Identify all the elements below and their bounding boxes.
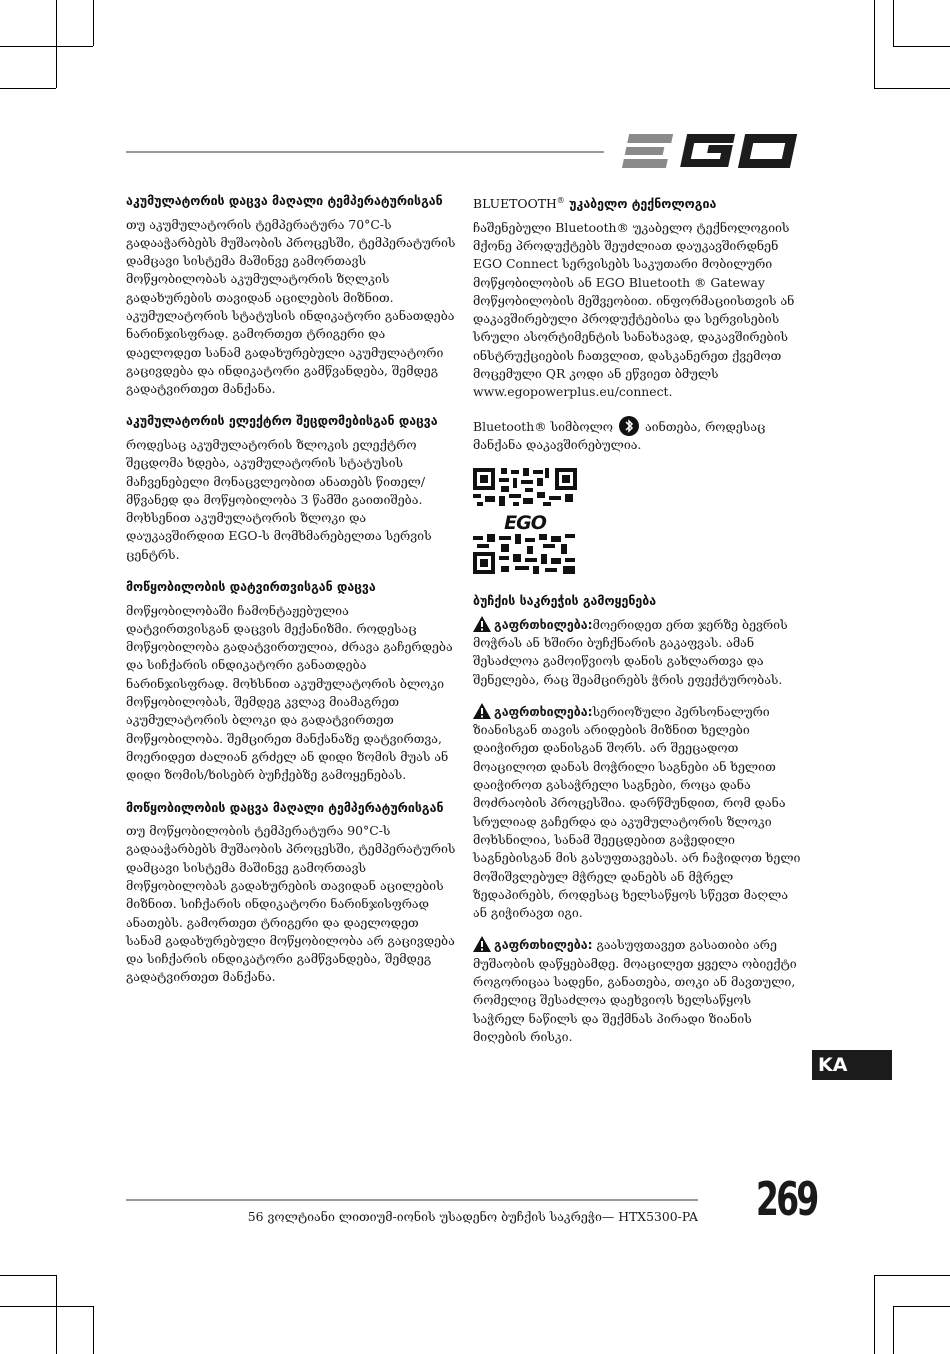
qr-bottom-icon [473, 534, 577, 574]
footer-rule [126, 1199, 698, 1201]
crop-mark [874, 1275, 950, 1276]
warning-icon [473, 616, 491, 632]
crop-mark [874, 0, 875, 88]
section-title: აკუმულატორის დაცვა მაღალი ტემპერატურისგან [126, 193, 443, 208]
header-rule [126, 151, 604, 153]
warning-1: გაფრთხილება:მოერიდეთ ერთ ჯერზე ბევრის მოჭრას ან ხშირი ბუჩქნარის გაკაფვას. ამან შესაძლოა გამოიწვიოს დანის გახლართვა და შენელება, რაც შეამცირებს ჭრის ეფექტურობას. [473, 616, 788, 687]
footer-title: 56 ვოლტიანი ლითიუმ-იონის უსადენო ბუჩქის საკრეჭი— HTX5300-PA [247, 1209, 698, 1224]
usage-title: ბუჩქის საკრეჭის გამოყენება [473, 593, 657, 609]
crop-mark [56, 1275, 57, 1354]
crop-mark [893, 1306, 894, 1354]
crop-mark [893, 46, 950, 47]
crop-mark [93, 0, 94, 46]
crop-mark [93, 1306, 94, 1354]
section-body: როდესაც აკუმულატორის ზლოკის ელექტრო შეცდომა ხდება, აკუმულატორის სტატუსის მაჩვენებელი მონაცვლეობით ანათებს წითელ/მწვანედ და მოწყობილობა 3 წამში გაითიშება. მოხსენით აკუმულატორის ზლოკი და დაუკავშირდით EGO-ს მომხმარებელთა სერვის ცენტრს. [126, 436, 432, 562]
page-number: 269 [755, 1172, 817, 1226]
crop-mark [0, 1306, 93, 1307]
bluetooth-title: BLUETOOTH® უკაბელო ტექნოლოგია [473, 196, 717, 212]
warning-icon [473, 703, 491, 719]
section-title: მოწყობილობის დაცვა მაღალი ტემპერატურისგან [126, 799, 444, 815]
warning-3: გაფრთხილება: გაასუფთავეთ გასათიბი არე მუშაობის დაწყებამდე. მოაცილეთ ყველა ობიექტი როგორიცაა სადენი, განათება, თოკი ან მავთული, რომელიც შესაძლოა დაეხვიოს ხელსაწყოს საჭრელ ნაწილს და შექმნას პირადი ზიანის მიღების რისკი. [473, 937, 797, 1044]
crop-mark [56, 0, 57, 88]
section-body: თუ მოწყობილობის ტემპერატურა 90°C-ს გადააჭარბებს მუშაობის პროცესში, ტემპერატურის დამცავი სისტემა მაშინვე გამორთავს მოწყობილობას გადახურების თავიდან აცილების მიზნით. სიჩქარის ინდიკატორი ნარინჯისფრად ანათებს. გამორთეთ ტრიგერი და დაელოდეთ სანამ გადახურებული მოწყობილობა არ გაცივდება და სიჩქარის ინდიკატორი გამწვანდება, შემდეგ გადატვირთეთ მანქანა. [126, 823, 456, 985]
warning-2: გაფრთხილება:სერიოზული პერსონალური ზიანისგან თავის არიდების მიზნით ხელები დაიჭირეთ დანისგან შორს. არ შეეცადოთ მოაცილოთ დანას მოჭრილი საგნები ან ხელით დაიჭიროთ გასაჭრელი საგნები, როცა დანა მოძრაობის პროცესშია. დარწმუნდით, რომ დანა სრულიად გაჩერდა და აკუმულატორის ზლოკი მოხსნილია, სანამ შეეცდებით გაჭედილი საგნებისგან მის გასუფთავებას. არ ჩაჭიდოთ ხელი მოშიშვლებულ მჭრელ დანებს ან მჭრელ ზედაპირებს, როდესაც ხელსაწყოს სწევთ მაღლა ან გიჭირავთ იგი. [473, 703, 801, 921]
section-battery-electrical [126, 412, 456, 564]
ego-logo [616, 130, 800, 172]
section-title: მოწყობილობის დატვირთვისგან დაცვა [126, 579, 376, 595]
crop-mark [0, 88, 56, 89]
qr-ego-logo: EGO [504, 512, 546, 535]
crop-mark [893, 1306, 950, 1307]
section-title: აკუმულატორის ელექტრო შეცდომებისგან დაცვა [126, 413, 438, 429]
crop-mark [893, 0, 894, 46]
qr-top-icon [473, 468, 577, 508]
bluetooth-icon [619, 416, 639, 436]
section-battery-temp [126, 192, 456, 398]
language-tab: KA [812, 1050, 892, 1080]
right-column [473, 192, 805, 1060]
left-column [126, 192, 456, 1001]
warning-icon [473, 936, 491, 952]
section-body: თუ აკუმულატორის ტემპერატურა 70°C-ს გადააჭარბებს მუშაობის პროცესში, ტემპერატურის დამცავი სისტემა მაშინვე გამორთავს მოწყობილობას აკუმულატორის ზღლკის გადახურების თავიდან აცილების მიზნით. აკუმულატორის სტატუსის ინდიკატორი განათდება ნარინჯისფრად. გამორთეთ ტრიგერი და დაელოდეთ სანამ გადახურებული აკუმულატორი გაცივდება და ინდიკატორი გამწვანდება, შემდეგ გადატვირთეთ მანქანა. [126, 216, 456, 397]
crop-mark [0, 46, 93, 47]
section-tool-overload [126, 578, 456, 784]
crop-mark [0, 1275, 56, 1276]
section-body: მოწყობილობაში ჩამონტაჟებულია დატვირთვისგან დაცვის მექანიზმი. როდესაც მოწყობილობა გადატვირთულია, ძრავა გაჩერდება და სიჩქარის ინდიკატორი განათდება ნარინჯისფრად. მოხსნით აკუმულატორის ბლოკი მოწყობილობას, შემდეგ კვლავ მიამაგრეთ აკუმულატორის ბლოკი და გადატვირთეთ მოწყობილობა. შემცირეთ მანქანაზე დატვირთვა, მოერიდეთ ძალიან გრძელ ან დიდი ზომის მუას ან დიდი ზომის/ხისებრ ბუჩქებზე გამოყენებას. [126, 602, 453, 783]
section-tool-temp [126, 799, 456, 987]
crop-mark [874, 88, 950, 89]
crop-mark [874, 1275, 875, 1354]
bluetooth-body: ჩაშენებული Bluetooth® უკაბელო ტექნოლოგიის მქონე პროდუქტებს შეუძლიათ დაუკავშირდნენ EGO Connect სერვისებს საკუთარი მობილური მოწყობილობის ან EGO Bluetooth ® Gateway მოწყობილობის მეშვეობით. ინფორმაციისთვის ან დაკავშირებული პროდუქტებისა და სერვისების სრული ასორტიმენტის სანახავად, დაკავშირების ინსტრუქციების ჩათვლით, დასკანერეთ ქვემოთ მოცემული QR კოდი ან ეწვიეთ ბმულს www.egopowerplus.eu/connect. [473, 219, 795, 400]
bluetooth-symbol-note: Bluetooth® სიმბოლო აინთება, როდესაც მანქანა დაკავშირებულია. [473, 416, 805, 455]
qr-code [473, 468, 577, 574]
